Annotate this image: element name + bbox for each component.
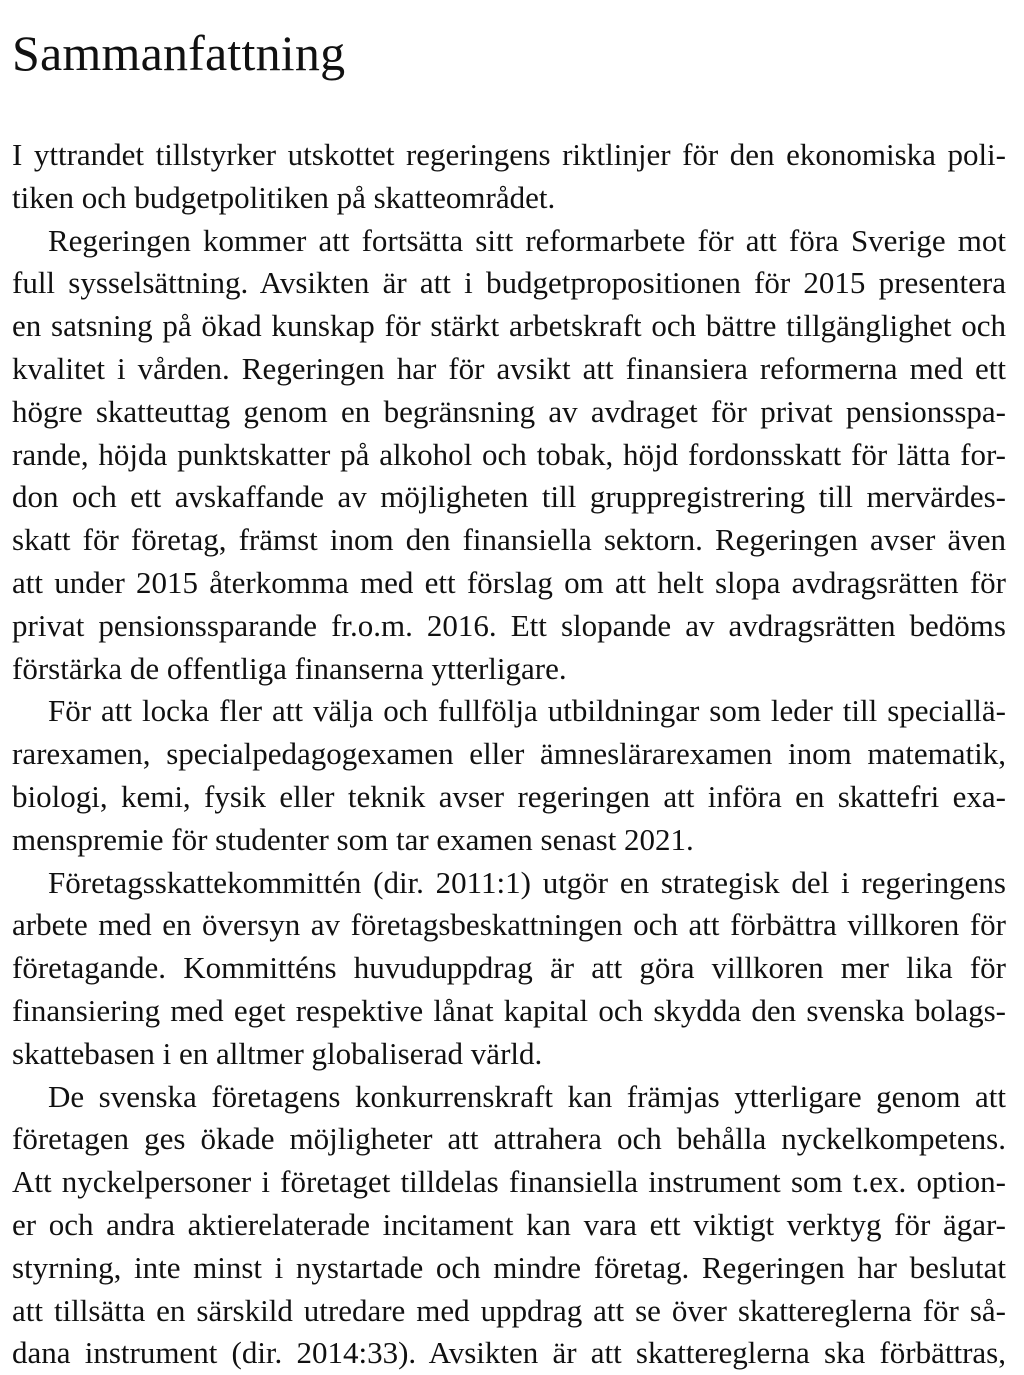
document-page xyxy=(12,0,1006,1375)
text-line: att under 2015 återkomma med ett förslag om att helt slopa avdragsrätten för xyxy=(12,564,1006,600)
text-line: skatt för företag, främst inom den finansiella sektorn. Regeringen avser även xyxy=(12,522,1006,558)
text-line: Att nyckelpersoner i företaget tilldelas finansiella instrument som t.ex. option- xyxy=(12,1164,1006,1200)
text-line: skattebasen i en alltmer globaliserad värld. xyxy=(12,1035,543,1071)
text-line: företagen ges ökade möjligheter att attrahera och behålla nyckelkompetens. xyxy=(12,1121,1006,1157)
text-line: förstärka de offentliga finanserna ytterligare. xyxy=(12,650,567,686)
text-line: menspremie för studenter som tar examen senast 2021. xyxy=(12,821,694,857)
text-line: För att locka fler att välja och fullfölja utbildningar som leder till speciallä- xyxy=(48,693,1006,729)
text-line: styrning, inte minst i nystartade och mindre företag. Regeringen har beslutat xyxy=(12,1249,1006,1285)
summary-body xyxy=(12,134,1006,1375)
text-line: Regeringen kommer att fortsätta sitt reformarbete för att föra Sverige mot xyxy=(48,222,1006,258)
text-line: en satsning på ökad kunskap för stärkt arbetskraft och bättre tillgänglighet och xyxy=(12,308,1006,344)
text-line: kvalitet i vården. Regeringen har för avsikt att finansiera reformerna med ett xyxy=(12,350,1006,386)
text-line: Företagsskattekommittén (dir. 2011:1) utgör en strategisk del i regeringens xyxy=(48,864,1006,900)
text-line: rande, höjda punktskatter på alkohol och tobak, höjd fordonsskatt för lätta for- xyxy=(12,436,1006,472)
text-line: er och andra aktierelaterade incitament kan vara ett viktigt verktyg för ägar- xyxy=(12,1206,1006,1242)
text-line: företagande. Kommitténs huvuduppdrag är att göra villkoren mer lika för xyxy=(12,950,1006,986)
text-line: I yttrandet tillstyrker utskottet regeringens riktlinjer för den ekonomiska poli- xyxy=(12,137,1006,172)
text-line: biologi, kemi, fysik eller teknik avser regeringen att införa en skattefri exa- xyxy=(12,778,1006,814)
text-line: privat pensionssparande fr.o.m. 2016. Ett slopande av avdragsrätten bedöms xyxy=(12,607,1006,643)
text-line: don och ett avskaffande av möjligheten till gruppregistrering till mervärdes- xyxy=(12,479,1006,515)
page-title: Sammanfattning xyxy=(12,25,346,81)
text-line: arbete med en översyn av företagsbeskattningen och att förbättra villkoren för xyxy=(12,907,1006,943)
text-line: full sysselsättning. Avsikten är att i budgetpropositionen för 2015 presentera xyxy=(12,265,1006,301)
text-line: De svenska företagens konkurrenskraft kan främjas ytterligare genom att xyxy=(48,1078,1006,1114)
text-line: tiken och budgetpolitiken på skatteområdet. xyxy=(12,179,556,215)
text-line: rarexamen, specialpedagogexamen eller ämneslärarexamen inom matematik, xyxy=(12,736,1006,772)
text-line: finansiering med eget respektive lånat kapital och skydda den svenska bolags- xyxy=(12,992,1006,1028)
text-line: högre skatteuttag genom en begränsning av avdraget för privat pensionsspa- xyxy=(12,393,1006,429)
text-line: att tillsätta en särskild utredare med uppdrag att se över skattereglerna för så- xyxy=(12,1292,1006,1328)
text-line: dana instrument (dir. 2014:33). Avsikten är att skattereglerna ska förbättras, xyxy=(12,1335,1006,1371)
